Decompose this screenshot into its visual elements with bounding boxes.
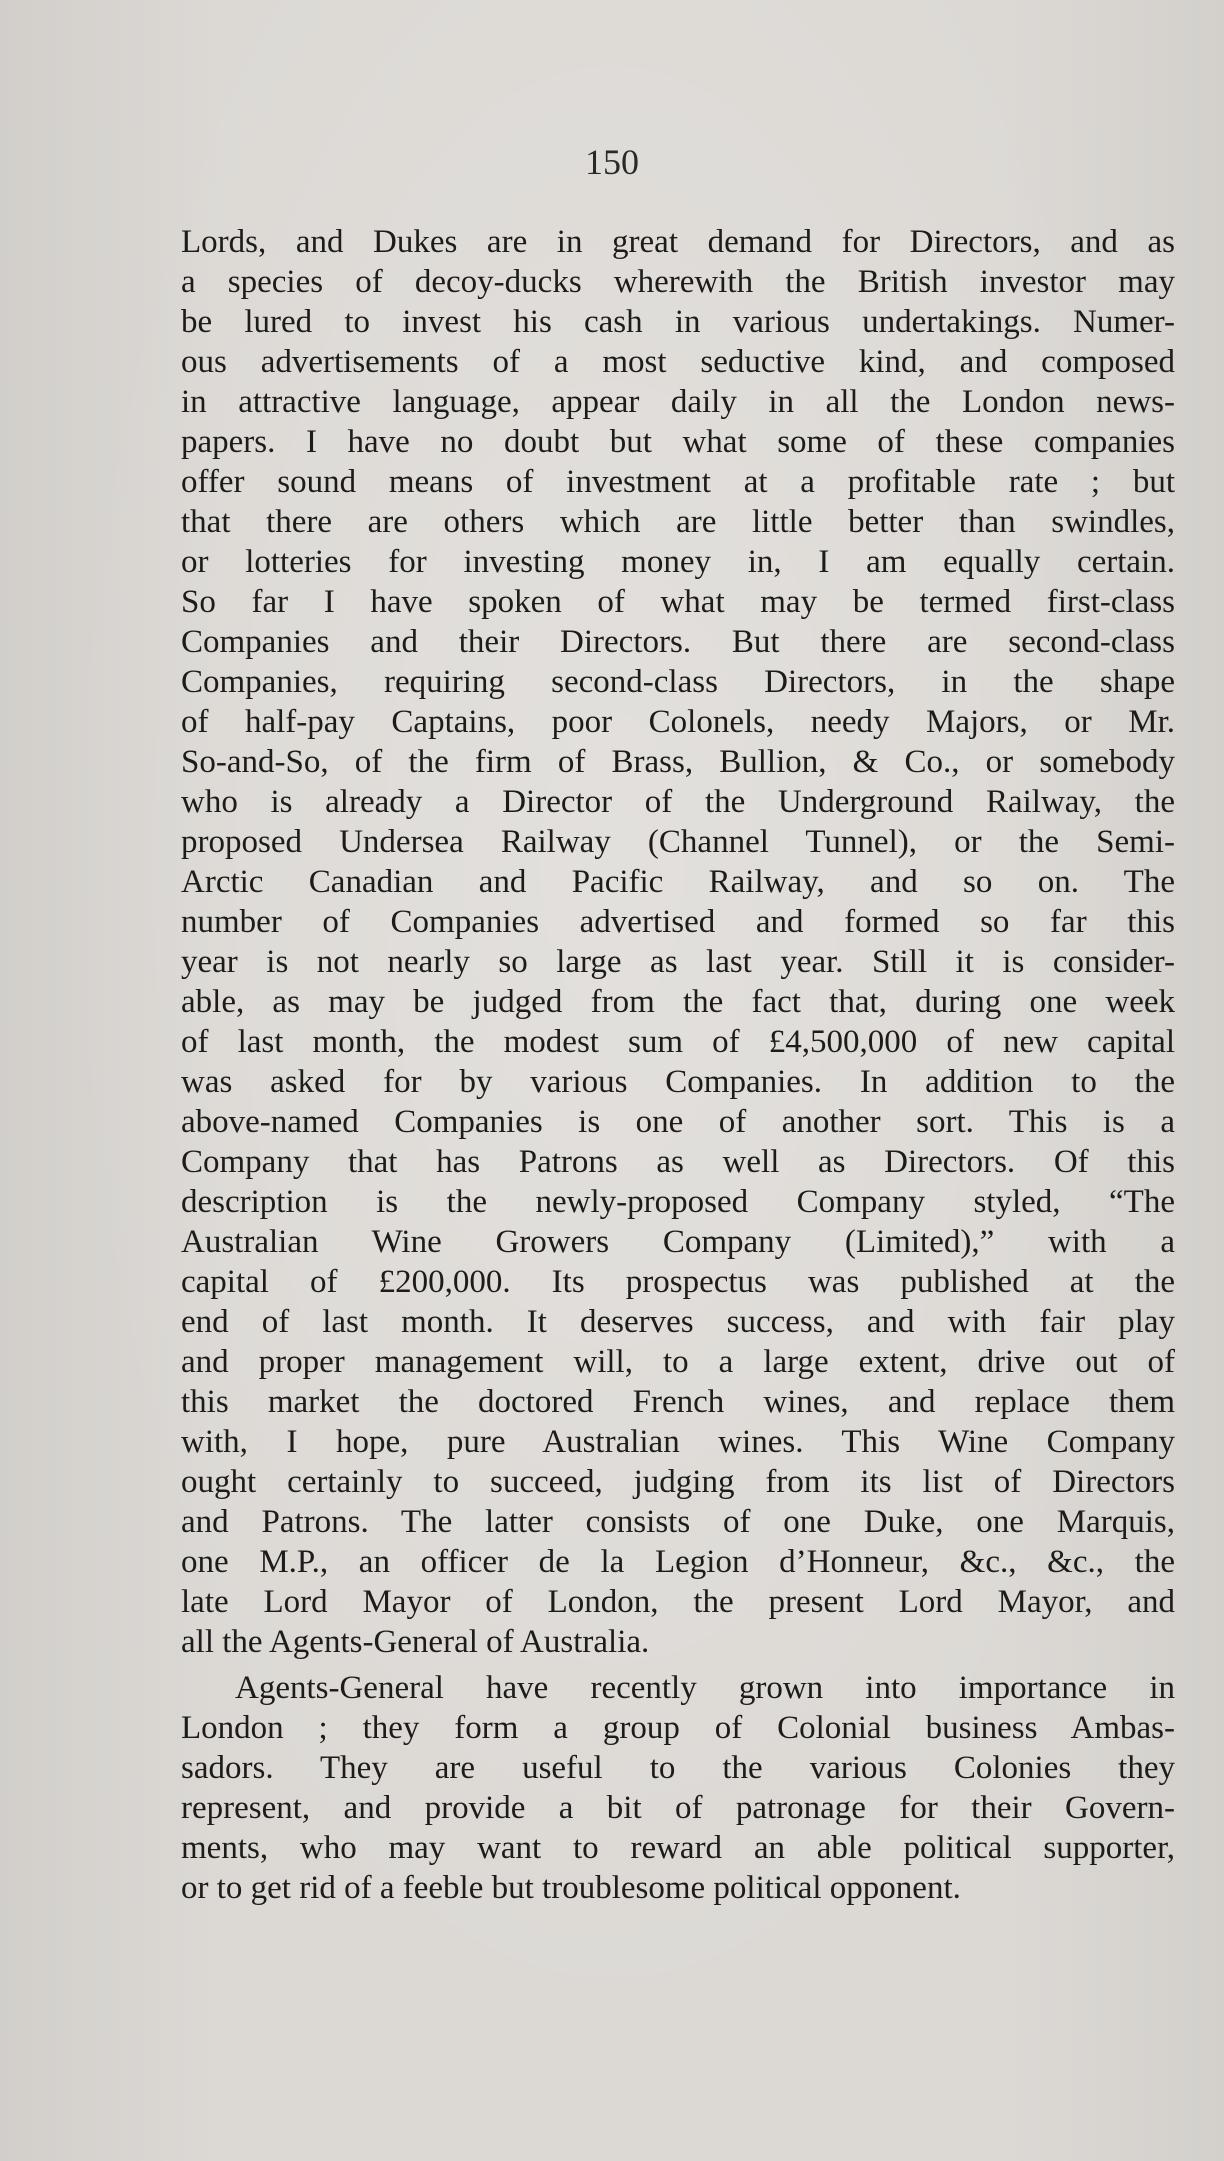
text-line: this market the doctored French wines, and replace them <box>181 1384 1175 1420</box>
text-line: Company that has Patrons as well as Directors. Of this <box>181 1144 1175 1180</box>
text-line: So far I have spoken of what may be termed first-class <box>181 584 1175 620</box>
text-line: Lords, and Dukes are in great demand for Directors, and as <box>181 224 1175 260</box>
text-line: ous advertisements of a most seductive kind, and composed <box>181 344 1175 380</box>
text-line: represent, and provide a bit of patronage for their Govern- <box>181 1790 1175 1826</box>
text-line: a species of decoy-ducks wherewith the British investor may <box>181 264 1175 300</box>
text-line: be lured to invest his cash in various undertakings. Numer- <box>181 304 1175 340</box>
text-line: papers. I have no doubt but what some of these companies <box>181 424 1175 460</box>
body-text <box>181 222 1175 1908</box>
text-line: ought certainly to succeed, judging from its list of Directors <box>181 1464 1175 1500</box>
text-line: and proper management will, to a large extent, drive out of <box>181 1344 1175 1380</box>
text-line: Companies and their Directors. But there are second-class <box>181 624 1175 660</box>
text-line: sadors. They are useful to the various Colonies they <box>181 1750 1175 1786</box>
text-line: all the Agents-General of Australia. <box>181 1624 650 1660</box>
text-line: offer sound means of investment at a profitable rate ; but <box>181 464 1175 500</box>
text-line: year is not nearly so large as last year. Still it is consider- <box>181 944 1175 980</box>
text-line: London ; they form a group of Colonial business Ambas- <box>181 1710 1175 1746</box>
text-line: who is already a Director of the Underground Railway, the <box>181 784 1175 820</box>
page-number: 150 <box>585 142 639 182</box>
text-line: one M.P., an officer de la Legion d’Honneur, &c., &c., the <box>181 1544 1175 1580</box>
text-line: in attractive language, appear daily in all the London news- <box>181 384 1175 420</box>
text-line: of half-pay Captains, poor Colonels, needy Majors, or Mr. <box>181 704 1175 740</box>
text-line: Agents-General have recently grown into importance in <box>235 1670 1175 1706</box>
text-line: with, I hope, pure Australian wines. This Wine Company <box>181 1424 1175 1460</box>
text-line: ments, who may want to reward an able political supporter, <box>181 1830 1175 1866</box>
text-line: description is the newly-proposed Company styled, “The <box>181 1184 1175 1220</box>
text-line: So-and-So, of the firm of Brass, Bullion, & Co., or somebody <box>181 744 1175 780</box>
text-line: late Lord Mayor of London, the present Lord Mayor, and <box>181 1584 1175 1620</box>
text-line: and Patrons. The latter consists of one Duke, one Marquis, <box>181 1504 1175 1540</box>
text-line: number of Companies advertised and formed so far this <box>181 904 1175 940</box>
text-line: or lotteries for investing money in, I am equally certain. <box>181 544 1175 580</box>
text-line: above-named Companies is one of another sort. This is a <box>181 1104 1175 1140</box>
text-line: of last month, the modest sum of £4,500,000 of new capital <box>181 1024 1175 1060</box>
text-line: was asked for by various Companies. In addition to the <box>181 1064 1175 1100</box>
text-line: or to get rid of a feeble but troublesome political opponent. <box>181 1870 961 1906</box>
text-line: capital of £200,000. Its prospectus was published at the <box>181 1264 1175 1300</box>
text-line: Australian Wine Growers Company (Limited),” with a <box>181 1224 1175 1260</box>
text-line: Companies, requiring second-class Directors, in the shape <box>181 664 1175 700</box>
text-line: Arctic Canadian and Pacific Railway, and so on. The <box>181 864 1175 900</box>
text-line: able, as may be judged from the fact that, during one week <box>181 984 1175 1020</box>
text-line: end of last month. It deserves success, and with fair play <box>181 1304 1175 1340</box>
text-line: proposed Undersea Railway (Channel Tunnel), or the Semi- <box>181 824 1175 860</box>
text-line: that there are others which are little better than swindles, <box>181 504 1175 540</box>
